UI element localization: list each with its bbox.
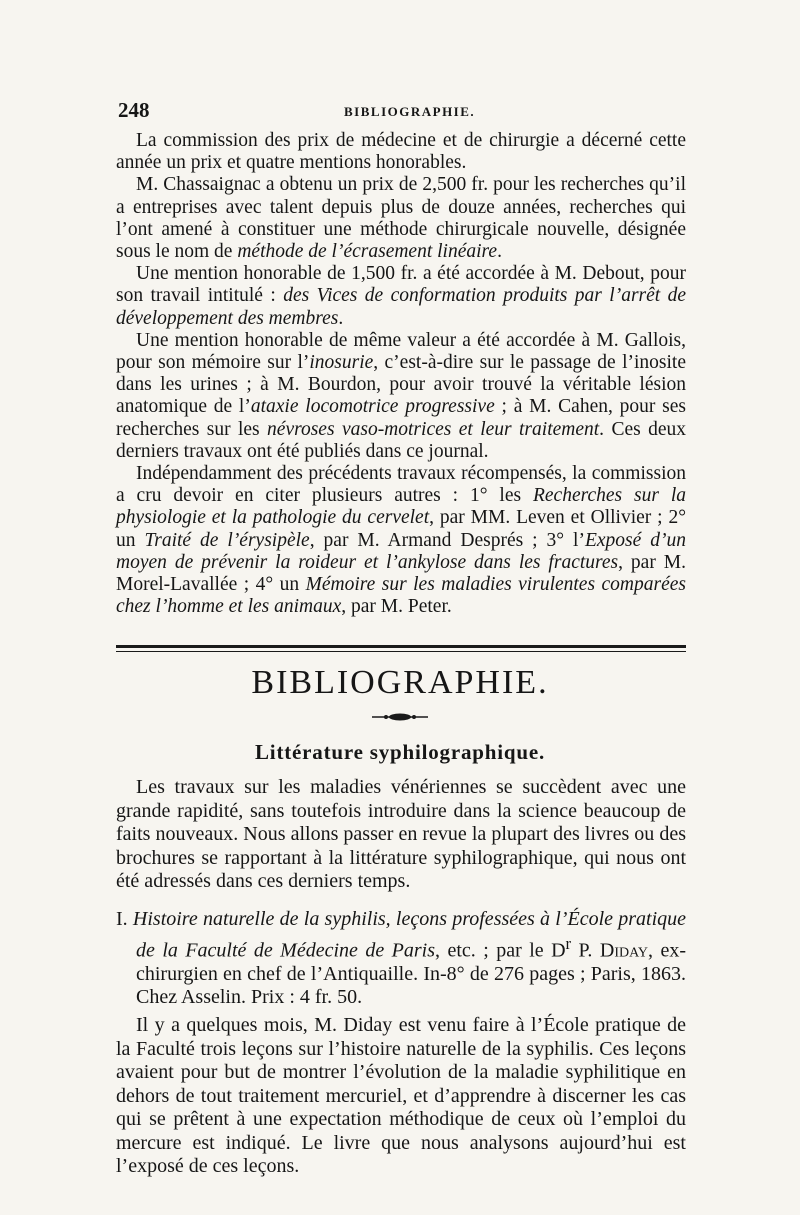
paragraph: La commission des prix de médecine et de chirurgie a décerné cette année un prix et quatre mentions honorables. [116, 130, 686, 174]
paragraph: M. Chassaignac a obtenu un prix de 2,500 fr. pour les recherches qu’il a entreprises avec talent depuis plus de douze années, recherches qui l’ont amené à constituer une méthode chirurgicale nouvelle, désignée sous le nom de méthode de l’écrasement linéaire. [116, 174, 686, 263]
italic-term: inosurie [309, 352, 374, 374]
divider-rule-thick [116, 645, 686, 648]
italic-title: Traité de l’érysipèle [144, 529, 310, 551]
page-header [118, 98, 684, 124]
section-intro [116, 776, 686, 894]
paragraph: Les travaux sur les maladies vénériennes se succèdent avec une grande rapidité, sans toutefois introduire dans la science beaucoup de faits nouveaux. Nous allons passer en revue la plupart des livres ou des brochures se rapportant à la littérature syphilographique, qui nous ont été adressés dans ces derniers temps. [116, 776, 686, 892]
entry-title: Histoire naturelle de la syphilis, leçons professées à l’École pratique de la Faculté de Médecine de Paris [132, 908, 687, 962]
divider-rule-thin [116, 651, 686, 652]
entry-details: , ex-chirurgien en chef de l’Antiquaille. In-8° de 276 pages ; Paris, 1863. Chez Asselin. Prix : 4 fr. 50. [136, 939, 687, 1009]
entry-number: I. [116, 908, 133, 930]
italic-title: Mémoire sur les maladies virulentes comparées chez l’homme et les animaux [116, 574, 686, 618]
section-divider [116, 645, 686, 655]
italic-term: névroses vaso-motrices et leur traitement [267, 418, 600, 440]
running-head: BIBLIOGRAPHIE. [344, 104, 476, 119]
italic-title: des Vices de conformation produits par l’arrêt de développement des membres [116, 285, 687, 329]
italic-term: ataxie locomotrice progressive [250, 396, 495, 418]
entry-author: P. Diday [571, 939, 649, 962]
italic-title: Exposé d’un moyen de prévenir la roideur et l’ankylose dans les fractures [116, 529, 686, 573]
paragraph: Il y a quelques mois, M. Diday est venu faire à l’École pratique de la Faculté trois leçons sur l’histoire naturelle de la syphilis. Ces leçons avaient pour but de montrer l’évolution de la maladie syphilitique en dehors de tout traitement mercuriel, et d’apprendre à discerner les cas qui se prêtent à une expectation méthodique de ceux où l’emploi du mercure est indiqué. Le livre que nous analysons aujourd’hui est l’exposé de ces leçons. [116, 1014, 686, 1177]
bibliography-entry [116, 908, 686, 1010]
section-title: BIBLIOGRAPHIE. [251, 664, 549, 701]
paragraph: Une mention honorable de même valeur a été accordée à M. Gallois, pour son mémoire sur l’inosurie, c’est-à-dire sur le passage de l’inosite dans les urines ; à M. Bourdon, pour avoir trouvé la véritable lésion anatomique de l’ataxie locomotrice progressive ; à M. Cahen, pour ses recherches sur les névroses vaso-motrices et leur traitement. Ces deux derniers travaux ont été publiés dans ce journal. [116, 329, 686, 462]
prize-report [116, 130, 686, 618]
paragraph: Une mention honorable de 1,500 fr. a été accordée à M. Debout, pour son travail intitulé : des Vices de conformation produits par l’arrêt de développement des membres. [116, 263, 687, 329]
entry-review [116, 1014, 686, 1179]
italic-title: Recherches sur la physiologie et la pathologie du cervelet [116, 485, 686, 529]
subsection-title: Littérature syphilographique. [255, 740, 545, 764]
paragraph: Indépendamment des précédents travaux récompensés, la commission a cru devoir en citer plusieurs autres : 1° les Recherches sur la physiologie et la pathologie du cervelet, par MM. Leven et Ollivier ; 2° un Traité de l’érysipèle, par M. Armand Després ; 3° l’Exposé d’un moyen de prévenir la roideur et l’ankylose dans les fractures, par M. Morel-Lavallée ; 4° un Mémoire sur les maladies virulentes comparées chez l’homme et les animaux, par M. Peter. [116, 463, 686, 618]
ornament-icon [372, 712, 428, 722]
page-number: 248 [118, 98, 150, 122]
italic-title: méthode de l’écrasement linéaire [237, 241, 498, 263]
entry-citation: I. Histoire naturelle de la syphilis, leçons professées à l’École pratique de la Faculté de Médecine de Paris, etc. ; par le $D^r$ P. Diday, ex-chirurgien en chef de l’Antiquaille. In-8° de 276 pages ; Paris, 1863. Chez Asselin. Prix : 4 fr. 50. [116, 908, 687, 1009]
